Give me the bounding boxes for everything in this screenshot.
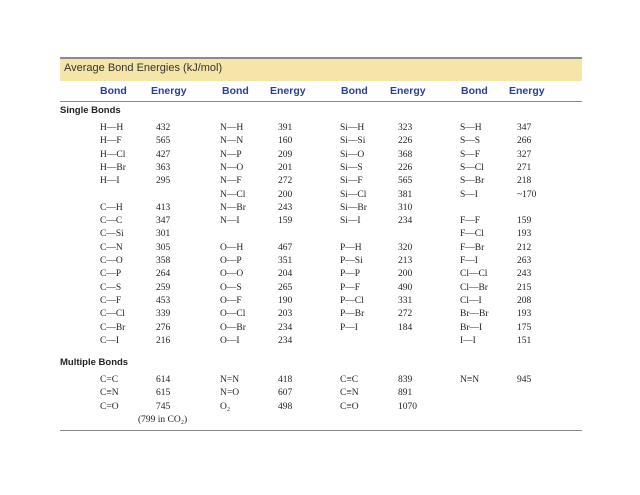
bond-cell: C—Si [100, 229, 124, 240]
bond-cell: H—I [100, 176, 120, 187]
bond-cell: N—P [220, 149, 242, 160]
energy-cell: 614 [156, 375, 171, 386]
energy-cell: 351 [278, 256, 293, 266]
bond-cell: Cl—Cl [460, 269, 488, 280]
energy-cell: 212 [517, 242, 532, 253]
energy-cell: 151 [517, 335, 532, 346]
bond-cell: S—F [460, 149, 481, 160]
bond-cell: S—H [460, 123, 482, 133]
bond-cell: S—I [460, 189, 478, 200]
bond-cell: P—P [340, 269, 361, 280]
bond-cell: N—N [220, 136, 244, 147]
energy-cell: 301 [156, 229, 171, 240]
energy-cell: 331 [398, 295, 413, 306]
bond-cell: C—F [100, 295, 122, 306]
energy-cell: 193 [517, 309, 532, 320]
energy-cell: 234 [278, 335, 293, 346]
bond-cell: C—S [100, 282, 122, 293]
energy-cell: 208 [517, 295, 532, 306]
energy-cell: 327 [517, 149, 532, 160]
energy-cell: 263 [517, 256, 532, 266]
energy-cell: 320 [398, 242, 413, 253]
energy-cell: 218 [517, 176, 532, 187]
energy-cell: 368 [398, 149, 413, 160]
energy-cell: 209 [278, 149, 293, 160]
energy-cell: 323 [398, 123, 413, 133]
energy-cell: 184 [398, 322, 413, 333]
energy-cell: 175 [517, 322, 532, 333]
table-title: Average Bond Energies (kJ/mol) [64, 62, 223, 74]
energy-cell: 891 [398, 388, 413, 399]
energy-cell: 310 [398, 202, 413, 213]
energy-cell: 266 [517, 136, 532, 147]
column-header: Bond [100, 85, 127, 97]
energy-cell: 615 [156, 388, 171, 399]
bond-cell: Si—Br [340, 202, 367, 213]
column-header: Energy [270, 85, 306, 97]
bond-cell: Cl—I [460, 295, 482, 306]
bond-cell: O—O [220, 269, 244, 280]
energy-cell: 259 [156, 282, 171, 293]
column-header: Energy [390, 85, 426, 97]
bond-cell: F—I [460, 256, 478, 266]
energy-cell: 190 [278, 295, 293, 306]
bond-cell: Si—Cl [340, 189, 367, 200]
bond-cell: C≡N [340, 388, 359, 399]
energy-cell: 607 [278, 388, 293, 399]
bond-cell: Si—F [340, 176, 363, 187]
bond-cell: H—F [100, 136, 122, 147]
bond-cell: C≡N [100, 388, 119, 399]
energy-cell: 213 [398, 256, 413, 266]
bond-cell: P—Si [340, 256, 363, 266]
energy-cell: 295 [156, 176, 171, 187]
bond-cell: H—Br [100, 162, 126, 173]
bond-cell: O—Cl [220, 309, 246, 320]
energy-cell: 215 [517, 282, 532, 293]
header-divider [60, 101, 582, 102]
bond-cell: Si—S [340, 162, 363, 173]
energy-cell: 243 [517, 269, 532, 280]
energy-cell: 226 [398, 162, 413, 173]
bond-cell: Si—O [340, 149, 365, 160]
bond-cell: C—I [100, 335, 119, 346]
bond-cell: S—S [460, 136, 481, 147]
bond-cell: O—S [220, 282, 242, 293]
energy-cell: 453 [156, 295, 171, 306]
energy-cell: 427 [156, 149, 171, 160]
column-header: Energy [509, 85, 545, 97]
bond-cell: N—Cl [220, 189, 246, 200]
bond-cell: P—H [340, 242, 362, 253]
energy-cell: 204 [278, 269, 293, 280]
energy-cell: 159 [278, 216, 293, 227]
bond-cell: C—Br [100, 322, 126, 333]
energy-cell: 203 [278, 309, 293, 320]
energy-cell: 216 [156, 335, 171, 346]
energy-cell: 276 [156, 322, 171, 333]
column-header: Bond [222, 85, 249, 97]
energy-cell: 565 [398, 176, 413, 187]
bond-cell: H—H [100, 123, 124, 133]
energy-cell: 498 [278, 401, 293, 412]
energy-cell: 363 [156, 162, 171, 173]
bond-cell: I—I [460, 335, 476, 346]
multiple-bonds-label: Multiple Bonds [60, 357, 129, 369]
bond-cell: Br—Br [460, 309, 489, 320]
energy-cell: 381 [398, 189, 413, 200]
energy-cell: 467 [278, 242, 293, 253]
energy-cell: 243 [278, 202, 293, 213]
energy-cell: 839 [398, 375, 413, 386]
energy-cell: 234 [398, 216, 413, 227]
bond-energy-table [60, 57, 582, 425]
bond-cell: C—C [100, 216, 123, 227]
bond-cell: N—F [220, 176, 242, 187]
bond-cell: S—Br [460, 176, 485, 187]
energy-note: (799 in CO₂) [138, 415, 188, 425]
bond-cell: N—O [220, 162, 244, 173]
energy-cell: 347 [156, 216, 171, 227]
energy-cell: 418 [278, 375, 293, 386]
bond-cell: O₂ [220, 401, 231, 412]
bond-cell: C—N [100, 242, 123, 253]
bond-cell: N≡N [460, 375, 480, 386]
bond-cell: N—Br [220, 202, 246, 213]
bond-cell: N—I [220, 216, 240, 227]
energy-cell: 159 [517, 216, 532, 227]
bond-cell: F—Br [460, 242, 485, 253]
energy-cell: 358 [156, 256, 171, 266]
bond-cell: Si—Si [340, 136, 366, 147]
energy-cell: 265 [278, 282, 293, 293]
bond-cell: P—Cl [340, 295, 364, 306]
bond-cell: P—I [340, 322, 358, 333]
bond-cell: Br—I [460, 322, 483, 333]
bond-cell: F—F [460, 216, 481, 227]
bond-cell: C=O [100, 401, 119, 412]
bond-cell: C—H [100, 202, 123, 213]
column-header: Bond [341, 85, 368, 97]
table-title-bar [60, 57, 582, 81]
energy-cell: 745 [156, 401, 171, 412]
bond-cell: Si—H [340, 123, 365, 133]
energy-cell: 234 [278, 322, 293, 333]
energy-cell: 490 [398, 282, 413, 293]
energy-cell: 264 [156, 269, 171, 280]
bond-cell: C=C [100, 375, 119, 386]
bond-cell: N=N [220, 375, 240, 386]
bond-cell: C—O [100, 256, 123, 266]
energy-cell: 200 [398, 269, 413, 280]
energy-cell: ~170 [517, 189, 537, 200]
bond-cell: N=O [220, 388, 240, 399]
bond-cell: F—Cl [460, 229, 484, 240]
bond-cell: Cl—Br [460, 282, 488, 293]
column-header-row [60, 81, 582, 99]
energy-cell: 226 [398, 136, 413, 147]
energy-cell: 413 [156, 202, 171, 213]
bond-cell: H—Cl [100, 149, 126, 160]
bond-cell: Si—I [340, 216, 361, 227]
bond-cell: C—P [100, 269, 122, 280]
energy-cell: 200 [278, 189, 293, 200]
bond-cell: N—H [220, 123, 244, 133]
energy-cell: 272 [278, 176, 293, 187]
bond-cell: O—I [220, 335, 240, 346]
energy-cell: 271 [517, 162, 532, 173]
bond-cell: P—F [340, 282, 361, 293]
column-header: Energy [151, 85, 187, 97]
single-bonds-label: Single Bonds [60, 105, 121, 116]
energy-cell: 201 [278, 162, 293, 173]
energy-cell: 160 [278, 136, 293, 147]
bond-cell: O—F [220, 295, 242, 306]
table-bottom-divider [60, 430, 582, 431]
column-header: Bond [461, 85, 488, 97]
bond-cell: O—H [220, 242, 244, 253]
energy-cell: 305 [156, 242, 171, 253]
energy-cell: 432 [156, 123, 171, 133]
energy-cell: 193 [517, 229, 532, 240]
energy-cell: 945 [517, 375, 532, 386]
energy-cell: 565 [156, 136, 171, 147]
bond-cell: P—Br [340, 309, 365, 320]
bond-cell: O—Br [220, 322, 246, 333]
bond-cell: C≡O [340, 401, 359, 412]
energy-cell: 347 [517, 123, 532, 133]
bond-cell: O—P [220, 256, 242, 266]
bond-cell: S—Cl [460, 162, 484, 173]
energy-cell: 272 [398, 309, 413, 320]
energy-cell: 1070 [398, 401, 417, 412]
bond-cell: C≡C [340, 375, 359, 386]
bond-cell: C—Cl [100, 309, 125, 320]
energy-cell: 339 [156, 309, 171, 320]
energy-cell: 391 [278, 123, 293, 133]
